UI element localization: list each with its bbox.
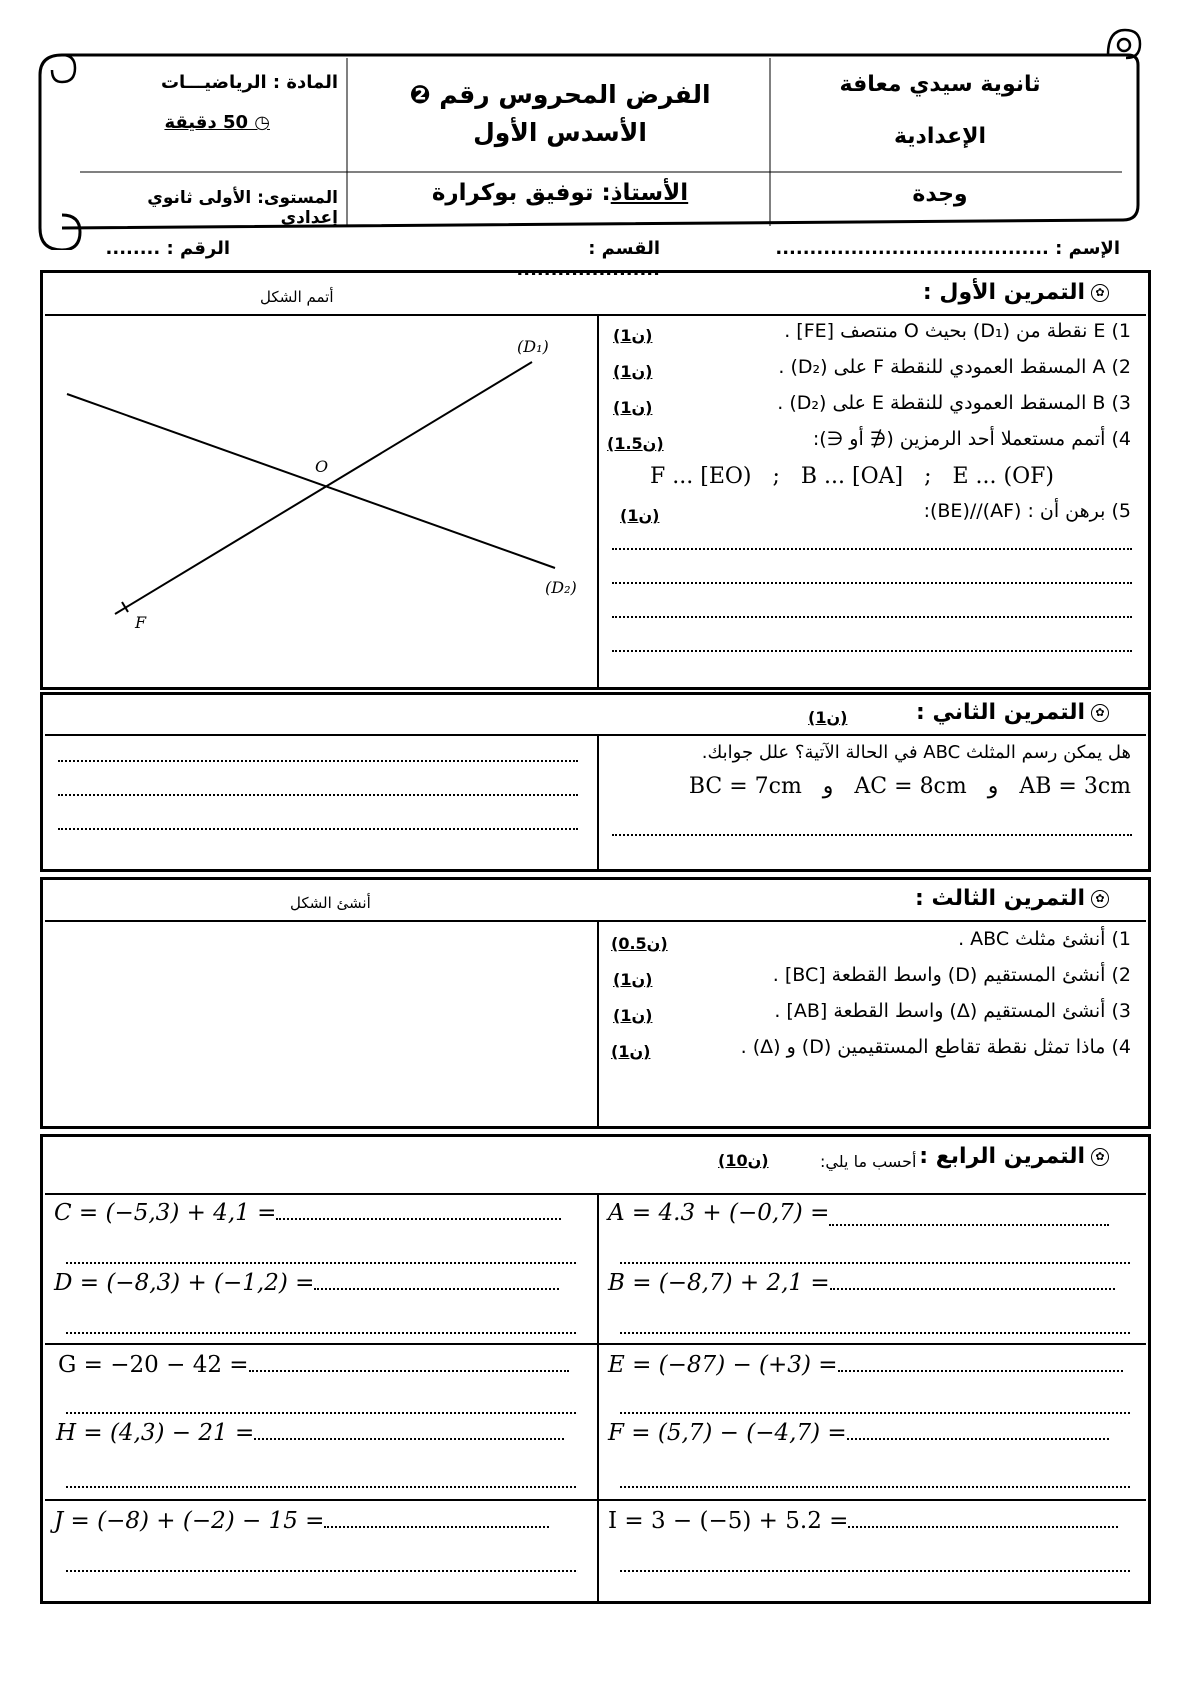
answer-line[interactable]: [620, 1262, 1130, 1264]
answer-line[interactable]: [249, 1364, 569, 1372]
ex3-q2: 2) أنشئ المستقيم (D) واسط القطعة [BC] .: [772, 964, 1131, 986]
answer-line[interactable]: [314, 1282, 559, 1290]
label-d2: (D₂): [545, 578, 577, 597]
answer-line[interactable]: [276, 1212, 561, 1220]
ex3-q1-mark: (0.5ن): [611, 934, 668, 953]
city: وجدة: [912, 182, 968, 207]
ex1-column-divider: [597, 314, 599, 687]
answer-line[interactable]: [830, 1282, 1115, 1290]
ex1-q5: 5) برهن أن : (AF)//(BE):: [923, 500, 1131, 522]
expr-g: G = −20 − 42 =: [58, 1352, 569, 1378]
label-o: O: [315, 457, 329, 476]
expr-d: D = (−8,3) + (−1,2) =: [54, 1270, 559, 1296]
answer-line[interactable]: [58, 794, 578, 796]
ex3-q4: 4) ماذا تمثل نقطة تقاطع المستقيمين (D) و (Δ) .: [740, 1036, 1131, 1058]
ex1-q2: 2) A المسقط العمودي للنقطة F على (D₂) .: [778, 356, 1131, 378]
ex2-header-divider: [45, 734, 1146, 736]
ex4-column-divider: [597, 1193, 599, 1601]
ex1-q4: 4) أتمم مستعملا أحد الرمزين (∉ أو ∈):: [812, 428, 1131, 450]
subject: المادة : الرياضيـــات: [160, 72, 338, 93]
expr-i: I = 3 − (−5) + 5.2 =: [608, 1508, 1118, 1534]
expr-f: F = (5,7) − (−4,7) =: [608, 1420, 1109, 1446]
ex3-q1: 1) أنشئ مثلث ABC .: [958, 928, 1131, 950]
ex1-hint: أتمم الشكل: [260, 288, 334, 306]
answer-line[interactable]: [612, 650, 1132, 652]
answer-line[interactable]: [66, 1262, 576, 1264]
ex4-header-divider: [45, 1193, 1146, 1195]
label-d1: (D₁): [517, 337, 549, 356]
ex3-title: ✿التمرين الثالث :: [915, 886, 1109, 911]
duration: [90, 112, 270, 133]
answer-line[interactable]: [620, 1570, 1130, 1572]
semester: الأسدس الأول: [473, 118, 647, 147]
ex4-row-divider: [45, 1343, 1146, 1345]
answer-line[interactable]: [847, 1432, 1109, 1440]
answer-line[interactable]: [254, 1432, 564, 1440]
ex1-figure[interactable]: [45, 316, 595, 686]
teacher-name: توفيق بوكرارة: [431, 180, 594, 206]
ex1-membership: F ... [EO) ; B ... [OA] ; E ... (OF): [650, 464, 1054, 489]
ex3-column-divider: [597, 920, 599, 1126]
answer-line[interactable]: [620, 1332, 1130, 1334]
ex1-q1: 1) E نقطة من (D₁) بحيث O منتصف [FE] .: [784, 320, 1131, 342]
ex1-title: ✿التمرين الأول :: [923, 280, 1109, 305]
line-d1: [115, 362, 532, 614]
flower-icon: ✿: [1091, 1148, 1109, 1166]
ex1-q4-mark: (1.5ن): [607, 434, 664, 453]
student-name-field[interactable]: الإسم : ........................................: [775, 238, 1120, 259]
answer-line[interactable]: [58, 828, 578, 830]
student-class-field[interactable]: القسم : .....................: [516, 238, 660, 280]
expr-e: E = (−87) − (+3) =: [608, 1352, 1123, 1378]
teacher-label: الأستاذ: [610, 180, 689, 206]
ex3-q2-mark: (1ن): [613, 970, 653, 989]
ex4-row-divider: [45, 1499, 1146, 1501]
teacher-colon: :: [593, 180, 611, 206]
ex3-drawing-area[interactable]: [47, 922, 595, 1124]
level: المستوى: الأولى ثانوي إعدادي: [147, 188, 338, 228]
ex3-q3-mark: (1ن): [613, 1006, 653, 1025]
ex1-q1-mark: (1ن): [613, 326, 653, 345]
flower-icon: ✿: [1091, 704, 1109, 722]
answer-line[interactable]: [66, 1412, 576, 1414]
ex4-instruction: أحسب ما يلي:: [820, 1152, 917, 1171]
student-number-field[interactable]: الرقم : ........: [105, 238, 230, 259]
answer-line[interactable]: [620, 1412, 1130, 1414]
ex2-column-divider: [597, 734, 599, 869]
answer-line[interactable]: [66, 1570, 576, 1572]
answer-line[interactable]: [66, 1332, 576, 1334]
answer-line[interactable]: [612, 616, 1132, 618]
ex2-data: AB = 3cm و AC = 8cm و BC = 7cm: [688, 774, 1131, 799]
ex3-q4-mark: (1ن): [611, 1042, 651, 1061]
ex3-q3: 3) أنشئ المستقيم (Δ) واسط القطعة [AB] .: [774, 1000, 1131, 1022]
ex1-q3: 3) B المسقط العمودي للنقطة E على (D₂) .: [777, 392, 1131, 414]
clock-icon: ◷: [248, 112, 270, 133]
answer-line[interactable]: [58, 760, 578, 762]
answer-line[interactable]: [848, 1520, 1118, 1528]
answer-line[interactable]: [838, 1364, 1123, 1372]
exam-title: الفرض المحروس رقم ❷: [409, 80, 711, 109]
answer-line[interactable]: [612, 548, 1132, 550]
ex4-title: ✿التمرين الرابع :: [919, 1144, 1109, 1169]
answer-line[interactable]: [612, 834, 1132, 836]
school-type: الإعدادية: [893, 124, 987, 149]
expr-h: H = (4,3) − 21 =: [56, 1420, 564, 1446]
expr-a: A = 4.3 + (−0,7) =: [608, 1200, 1109, 1226]
flower-icon: ✿: [1091, 890, 1109, 908]
ex2-mark: (1ن): [808, 708, 848, 727]
ex4-mark: (10ن): [718, 1151, 769, 1170]
answer-line[interactable]: [66, 1486, 576, 1488]
ex1-q5-mark: (1ن): [620, 506, 660, 525]
duration-text: 50 دقيقة: [164, 112, 249, 133]
flower-icon: ✿: [1091, 284, 1109, 302]
ex1-q2-mark: (1ن): [613, 362, 653, 381]
teacher: [360, 180, 760, 206]
expr-c: C = (−5,3) + 4,1 =: [54, 1200, 561, 1226]
expr-b: B = (−8,7) + 2,1 =: [608, 1270, 1115, 1296]
ex3-hint: أنشئ الشكل: [290, 894, 371, 912]
answer-line[interactable]: [612, 582, 1132, 584]
ex1-q3-mark: (1ن): [613, 398, 653, 417]
expr-j: J = (−8) + (−2) − 15 =: [54, 1508, 549, 1534]
label-f: F: [135, 613, 147, 632]
line-d2: [67, 394, 555, 568]
answer-line[interactable]: [324, 1520, 549, 1528]
answer-line[interactable]: [620, 1486, 1130, 1488]
answer-line[interactable]: [829, 1218, 1109, 1226]
ex2-question: هل يمكن رسم المثلث ABC في الحالة الآتية؟ علل جوابك.: [701, 742, 1131, 763]
school-name: ثانوية سيدي معافة: [839, 72, 1041, 97]
ex2-title: ✿التمرين الثاني :: [916, 700, 1109, 725]
